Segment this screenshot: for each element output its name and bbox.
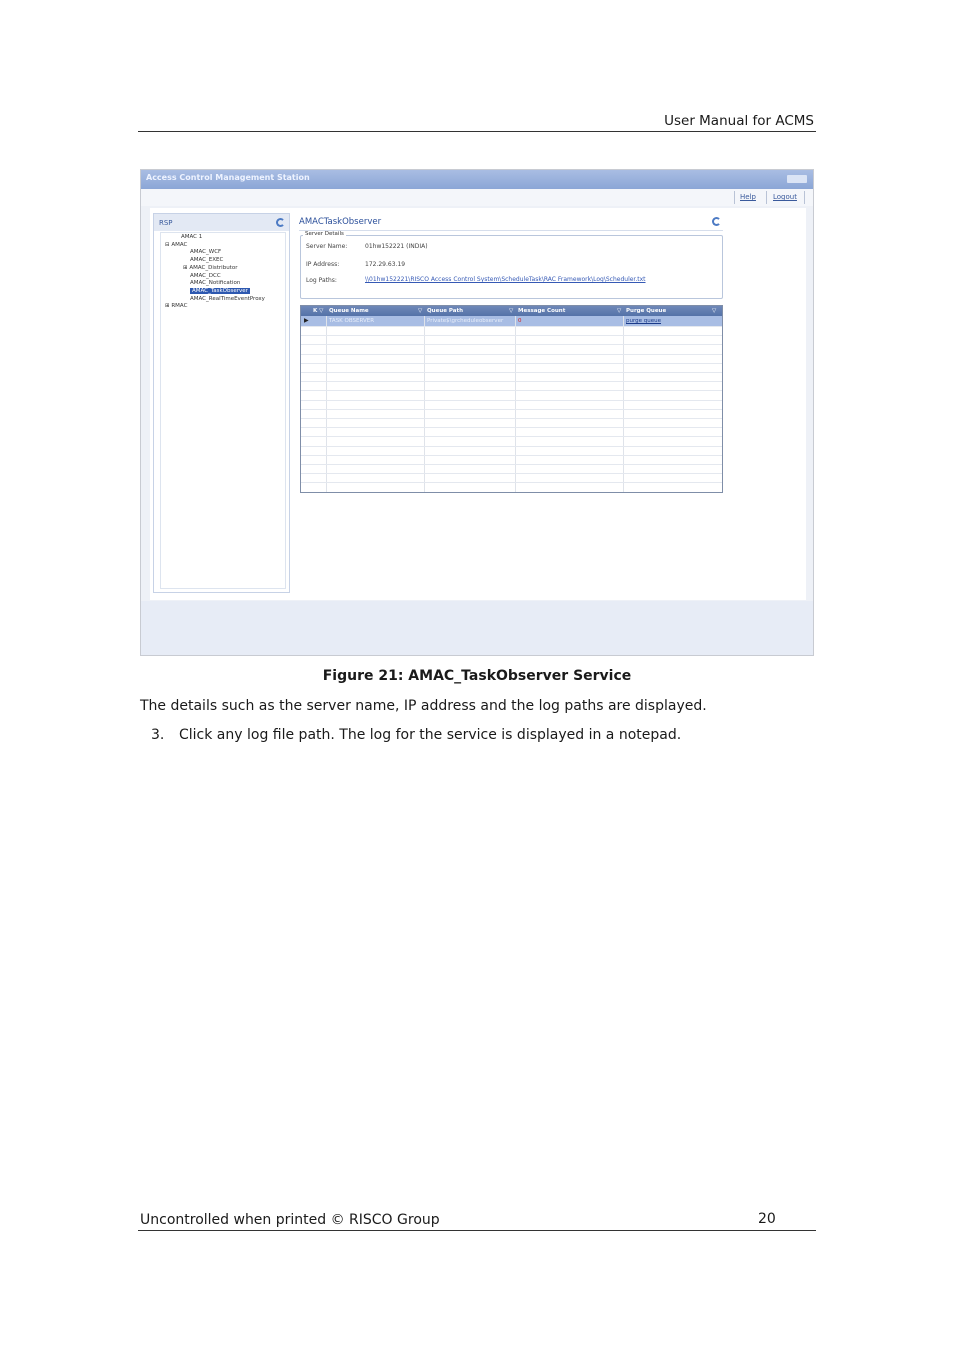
grid-header bbox=[301, 306, 722, 316]
grid-row-line bbox=[301, 482, 722, 483]
grid-row-line bbox=[301, 344, 722, 345]
grid-row-line bbox=[301, 455, 722, 456]
footer-text: Uncontrolled when printed © RISCO Group bbox=[140, 1212, 440, 1228]
refresh-icon[interactable] bbox=[276, 218, 285, 227]
tree-item-label: AMAC_Notification bbox=[190, 280, 241, 287]
tree-item-label: AMAC bbox=[171, 241, 188, 248]
expand-icon[interactable]: ⊞ bbox=[165, 303, 172, 310]
help-link[interactable]: Help bbox=[740, 193, 756, 201]
filter-icon[interactable]: ▽ bbox=[712, 308, 717, 314]
expand-icon[interactable]: ⊞ bbox=[183, 264, 190, 271]
footer-rule bbox=[138, 1230, 816, 1231]
grid-row-line bbox=[301, 464, 722, 465]
title-divider bbox=[299, 230, 723, 231]
collapse-icon[interactable]: ⊟ bbox=[165, 241, 172, 248]
grid-row-line bbox=[301, 400, 722, 401]
grid-row-line bbox=[301, 436, 722, 437]
tree-item[interactable] bbox=[165, 296, 265, 304]
left-panel-header bbox=[154, 214, 289, 231]
step-text: Click any log file path. The log for the service is displayed in a notepad. bbox=[179, 727, 682, 743]
column-purge-queue[interactable]: Purge Queue bbox=[626, 308, 667, 314]
left-panel-title: RSP bbox=[159, 219, 173, 227]
grid-row-line bbox=[301, 473, 722, 474]
filter-icon[interactable]: ▽ bbox=[617, 308, 622, 314]
purge-queue-link[interactable]: purge queue bbox=[626, 318, 661, 324]
grid-row-line bbox=[301, 492, 722, 493]
cell-queue-name: TASK OBSERVER bbox=[329, 318, 375, 324]
grid-column-line bbox=[424, 316, 425, 492]
steps-list bbox=[151, 727, 681, 743]
grid-row-line bbox=[301, 409, 722, 410]
log-paths-label: Log Paths: bbox=[306, 277, 337, 284]
grid-row-line bbox=[301, 335, 722, 336]
ip-address-label: IP Address: bbox=[306, 261, 340, 268]
tree-item[interactable] bbox=[165, 249, 265, 257]
tree-item-label: AMAC_TaskObserver bbox=[192, 287, 248, 294]
window-title: Access Control Management Station bbox=[146, 173, 310, 182]
tree-item-label: AMAC_WCF bbox=[190, 249, 222, 256]
figure-caption: Figure 21: AMAC_TaskObserver Service bbox=[322, 668, 632, 684]
filter-icon[interactable]: ▽ bbox=[509, 308, 514, 314]
tree-item-label: AMAC_DCC bbox=[190, 272, 221, 279]
column-queue-path[interactable]: Queue Path bbox=[427, 308, 464, 314]
tree-item[interactable] bbox=[165, 242, 265, 250]
grid-row-line bbox=[301, 354, 722, 355]
tree-item-label: AMAC_EXEC bbox=[190, 257, 224, 264]
filter-icon[interactable]: ▽ bbox=[418, 308, 423, 314]
grid-column-line bbox=[515, 316, 516, 492]
column-message-count[interactable]: Message Count bbox=[518, 308, 566, 314]
window-titlebar bbox=[141, 170, 813, 189]
server-name-value: 01hw152221 (INDIA) bbox=[365, 243, 428, 250]
grid-row-line bbox=[301, 326, 722, 327]
grid-header-filter-icon[interactable]: K ▽ bbox=[313, 308, 324, 314]
left-tree-panel bbox=[153, 213, 290, 593]
grid-row-line bbox=[301, 363, 722, 364]
queue-grid bbox=[300, 305, 723, 493]
page-number: 20 bbox=[758, 1211, 776, 1227]
grid-column-line bbox=[326, 316, 327, 492]
server-details-legend: Server Details bbox=[305, 231, 344, 237]
grid-row-line bbox=[301, 381, 722, 382]
logout-link[interactable]: Logout bbox=[773, 193, 797, 201]
tree-item-label: AMAC_RealTimeEventProxy bbox=[190, 295, 265, 302]
panel-title: AMACTaskObserver bbox=[299, 217, 382, 227]
tree-item[interactable] bbox=[165, 234, 265, 242]
grid-row-line bbox=[301, 372, 722, 373]
tree-item[interactable] bbox=[165, 273, 265, 281]
separator bbox=[766, 191, 767, 204]
screenshot-figure bbox=[140, 169, 814, 656]
grid-row-line bbox=[301, 446, 722, 447]
header-rule bbox=[138, 131, 816, 132]
tree-item[interactable] bbox=[165, 265, 265, 273]
cell-message-count: 0 bbox=[518, 318, 522, 324]
separator bbox=[734, 191, 735, 204]
tree-item[interactable] bbox=[165, 288, 265, 296]
ip-address-value: 172.29.63.19 bbox=[365, 261, 406, 268]
grid-row-line bbox=[301, 390, 722, 391]
tree-item-label: AMAC_Distributor bbox=[189, 264, 238, 271]
grid-row-line bbox=[301, 427, 722, 428]
column-queue-name[interactable]: Queue Name bbox=[329, 308, 369, 314]
grid-column-line bbox=[623, 316, 624, 492]
status-bar bbox=[141, 601, 813, 655]
tree-item-label: RMAC bbox=[171, 303, 188, 310]
tree-item[interactable] bbox=[165, 257, 265, 265]
body-paragraph: The details such as the server name, IP address and the log paths are displayed. bbox=[140, 698, 707, 714]
tree-item[interactable] bbox=[165, 280, 265, 288]
grid-row-line bbox=[301, 418, 722, 419]
server-details-box bbox=[300, 235, 723, 299]
refresh-icon[interactable] bbox=[712, 217, 721, 226]
tree-item-label: AMAC 1 bbox=[181, 234, 203, 240]
tree-container bbox=[160, 232, 286, 589]
log-path-link[interactable]: \\01hw152221\RISCO Access Control System\ScheduleTask\RAC Framework\Log\Scheduler.txt bbox=[365, 276, 646, 283]
window-buttons-icon[interactable] bbox=[787, 175, 807, 183]
separator bbox=[804, 191, 805, 204]
row-pointer-icon: ▶ bbox=[304, 317, 309, 324]
cell-queue-path: Private$\grcheduleobserver bbox=[427, 318, 504, 324]
server-name-label: Server Name: bbox=[306, 243, 348, 250]
step-number: 3. bbox=[151, 727, 165, 743]
page-header-title: User Manual for ACMS bbox=[664, 113, 814, 129]
tree-item[interactable] bbox=[165, 303, 265, 311]
tree-view bbox=[165, 234, 265, 311]
top-links-bar bbox=[141, 189, 813, 206]
